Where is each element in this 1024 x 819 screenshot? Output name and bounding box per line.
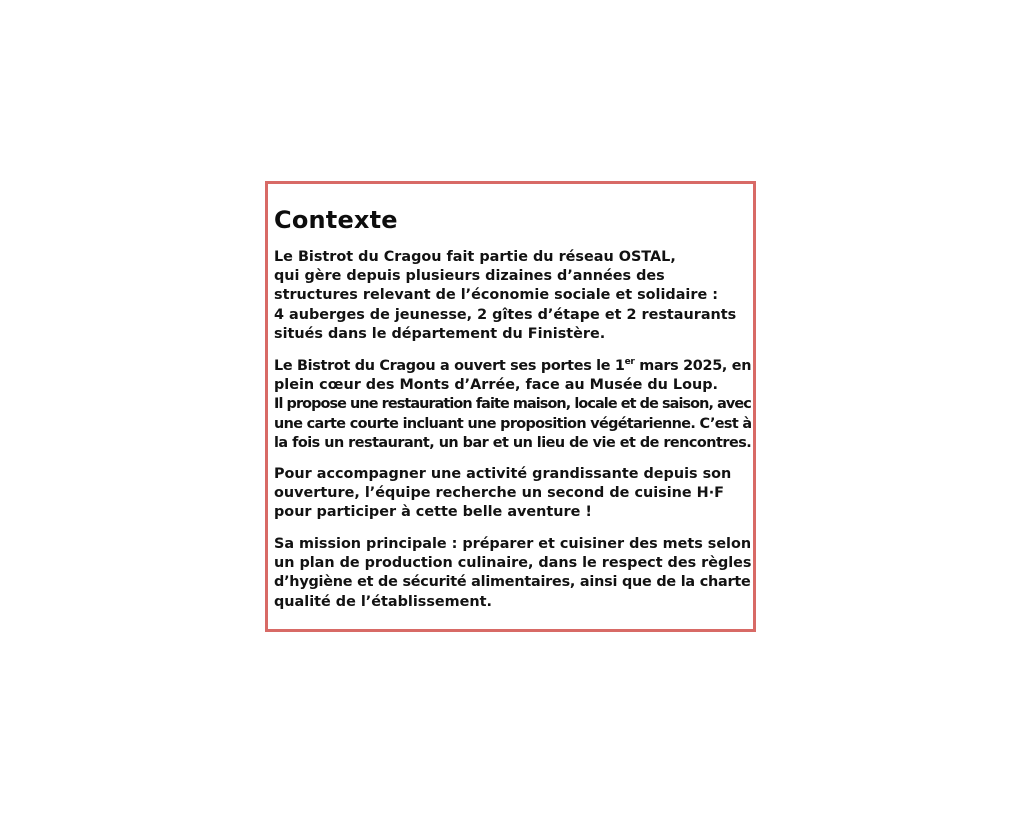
text-line: Pour accompagner une activité grandissante depuis son (274, 466, 732, 482)
opening-date-text: mars 2025, en (634, 358, 752, 374)
text-line: Le Bistrot du Cragou fait partie du réseau OSTAL, (274, 249, 676, 265)
text-line: situés dans le département du Finistère. (274, 325, 606, 342)
context-card (265, 181, 756, 632)
ordinal-superscript: er (624, 357, 635, 367)
paragraph-mission (274, 535, 751, 612)
text-line: qualité de l’établissement. (274, 593, 492, 610)
paragraph-recruitment (274, 465, 731, 523)
text-line: une carte courte incluant une proposition végétarienne. C’est à (274, 415, 752, 432)
opening-text: Le Bistrot du Cragou a ouvert ses portes le 1 (274, 358, 625, 374)
text-line: un plan de production culinaire, dans le respect des règles (274, 555, 752, 572)
section-title: Contexte (274, 206, 398, 234)
paragraph-network (274, 248, 736, 344)
text-line: qui gère depuis plusieurs dizaines d’années des (274, 268, 665, 285)
paragraph-restaurant (274, 357, 751, 453)
text-line: Sa mission principale : préparer et cuisiner des mets selon (274, 536, 752, 552)
text-line (274, 357, 751, 376)
text-line: d’hygiène et de sécurité alimentaires, ainsi que de la charte (274, 574, 751, 591)
text-line: ouverture, l’équipe recherche un second de cuisine H·F (274, 485, 725, 502)
text-line: pour participer à cette belle aventure ! (274, 504, 592, 521)
text-line: la fois un restaurant, un bar et un lieu de vie et de rencontres. (274, 434, 752, 451)
text-line: Il propose une restauration faite maison, locale et de saison, avec (274, 396, 751, 413)
text-line: 4 auberges de jeunesse, 2 gîtes d’étape et 2 restaurants (274, 306, 737, 323)
text-line: plein cœur des Monts d’Arrée, face au Musée du Loup. (274, 377, 718, 394)
text-line: structures relevant de l’économie sociale et solidaire : (274, 287, 718, 304)
